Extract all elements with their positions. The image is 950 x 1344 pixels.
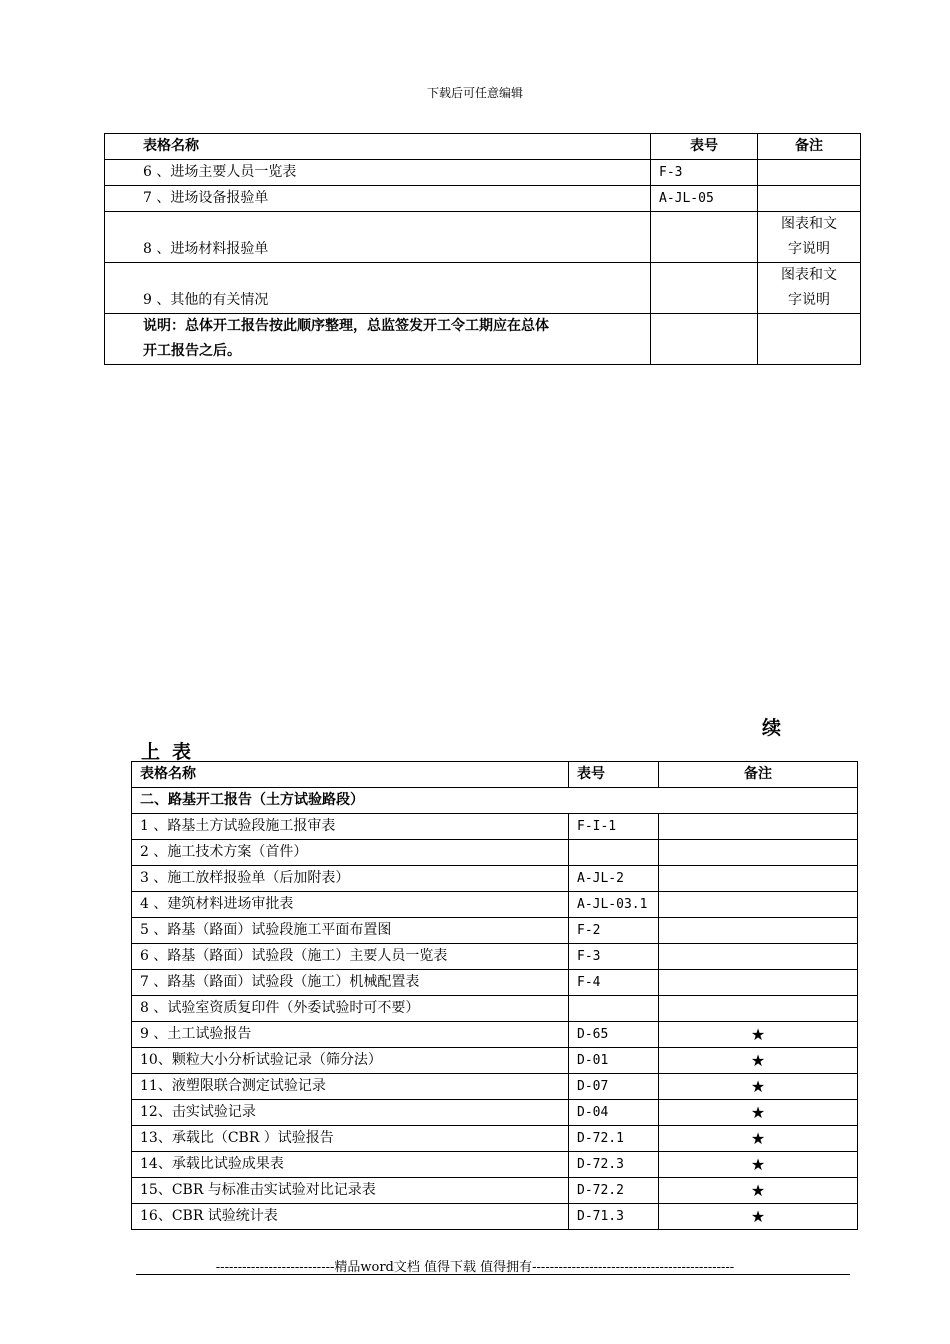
row-name: 4 、建筑材料进场审批表 bbox=[132, 892, 569, 918]
col-header-name: 表格名称 bbox=[132, 762, 569, 788]
row-name: 15、CBR 与标准击实试验对比记录表 bbox=[132, 1178, 569, 1204]
row-code: A-JL-03.1 bbox=[569, 892, 659, 918]
row-name: 1 、路基土方试验段施工报审表 bbox=[132, 814, 569, 840]
star-icon: ★ bbox=[659, 1152, 858, 1178]
star-icon: ★ bbox=[659, 1100, 858, 1126]
row-note bbox=[758, 263, 861, 314]
row-name: 9 、其他的有关情况 bbox=[105, 263, 651, 314]
col-header-code: 表号 bbox=[651, 134, 758, 160]
row-code: D-04 bbox=[569, 1100, 659, 1126]
row-name: 16、CBR 试验统计表 bbox=[132, 1204, 569, 1230]
row-note-line1: 图表和文 bbox=[781, 267, 837, 283]
row-code: D-65 bbox=[569, 1022, 659, 1048]
row-code: F-3 bbox=[569, 944, 659, 970]
table-row bbox=[132, 970, 858, 996]
row-name: 7 、进场设备报验单 bbox=[105, 186, 651, 212]
table-row bbox=[132, 1048, 858, 1074]
row-note-line2: 字说明 bbox=[788, 241, 830, 257]
footer-divider bbox=[136, 1274, 850, 1275]
row-note bbox=[659, 918, 858, 944]
row-note bbox=[659, 814, 858, 840]
row-code: D-72.3 bbox=[569, 1152, 659, 1178]
star-icon: ★ bbox=[659, 1204, 858, 1230]
table-row bbox=[132, 1126, 858, 1152]
row-code: F-3 bbox=[651, 160, 758, 186]
continued-label-a: 续 bbox=[762, 717, 782, 739]
row-note bbox=[758, 160, 861, 186]
remark-note bbox=[758, 314, 861, 365]
row-code bbox=[651, 212, 758, 263]
table-row bbox=[132, 1178, 858, 1204]
row-name: 2 、施工技术方案（首件） bbox=[132, 840, 569, 866]
table-row bbox=[132, 1022, 858, 1048]
star-icon: ★ bbox=[659, 1074, 858, 1100]
row-note bbox=[659, 996, 858, 1022]
table-row bbox=[132, 1152, 858, 1178]
star-icon: ★ bbox=[659, 1178, 858, 1204]
row-name: 14、承载比试验成果表 bbox=[132, 1152, 569, 1178]
row-code: F-4 bbox=[569, 970, 659, 996]
remark-line2: 开工报告之后。 bbox=[143, 343, 241, 359]
remark-code bbox=[651, 314, 758, 365]
table-row bbox=[105, 186, 861, 212]
continued-label-b: 上表 bbox=[141, 741, 204, 763]
row-name: 7 、路基（路面）试验段（施工）机械配置表 bbox=[132, 970, 569, 996]
table-top bbox=[104, 133, 861, 365]
row-note bbox=[758, 212, 861, 263]
table-row bbox=[132, 1204, 858, 1230]
footer-note: ---------------------------精品word文档 值得下载 值得拥有---------------------------------------------- bbox=[215, 1260, 735, 1275]
table-remark-row bbox=[105, 314, 861, 365]
row-note bbox=[758, 186, 861, 212]
table-bottom bbox=[131, 761, 858, 1230]
row-note bbox=[659, 944, 858, 970]
row-note bbox=[659, 840, 858, 866]
row-code: D-71.3 bbox=[569, 1204, 659, 1230]
row-code bbox=[569, 996, 659, 1022]
table-row bbox=[132, 814, 858, 840]
row-name: 12、击实试验记录 bbox=[132, 1100, 569, 1126]
row-name: 5 、路基（路面）试验段施工平面布置图 bbox=[132, 918, 569, 944]
row-note bbox=[659, 970, 858, 996]
remark-line1: 说明：总体开工报告按此顺序整理，总监签发开工令工期应在总体 bbox=[143, 318, 549, 334]
row-code: A-JL-2 bbox=[569, 866, 659, 892]
row-code: D-01 bbox=[569, 1048, 659, 1074]
table-row bbox=[105, 263, 861, 314]
table-row bbox=[132, 840, 858, 866]
table-row bbox=[132, 892, 858, 918]
row-code bbox=[569, 840, 659, 866]
row-code: F-2 bbox=[569, 918, 659, 944]
row-name: 10、颗粒大小分析试验记录（筛分法） bbox=[132, 1048, 569, 1074]
row-note-line1: 图表和文 bbox=[781, 216, 837, 232]
row-code: D-72.1 bbox=[569, 1126, 659, 1152]
row-code: D-07 bbox=[569, 1074, 659, 1100]
row-name: 11、液塑限联合测定试验记录 bbox=[132, 1074, 569, 1100]
section-title: 二、路基开工报告（土方试验路段） bbox=[132, 788, 858, 814]
row-name: 9 、土工试验报告 bbox=[132, 1022, 569, 1048]
table-row bbox=[105, 212, 861, 263]
row-note bbox=[659, 866, 858, 892]
table-row bbox=[132, 866, 858, 892]
row-name: 8 、进场材料报验单 bbox=[105, 212, 651, 263]
col-header-note: 备注 bbox=[758, 134, 861, 160]
row-name: 6 、路基（路面）试验段（施工）主要人员一览表 bbox=[132, 944, 569, 970]
col-header-name: 表格名称 bbox=[105, 134, 651, 160]
row-code: A-JL-05 bbox=[651, 186, 758, 212]
table-row bbox=[132, 918, 858, 944]
row-note-line2: 字说明 bbox=[788, 292, 830, 308]
row-name: 6 、进场主要人员一览表 bbox=[105, 160, 651, 186]
star-icon: ★ bbox=[659, 1126, 858, 1152]
col-header-note: 备注 bbox=[659, 762, 858, 788]
row-name: 8 、试验室资质复印件（外委试验时可不要） bbox=[132, 996, 569, 1022]
table-row bbox=[105, 160, 861, 186]
remark bbox=[105, 314, 651, 365]
star-icon: ★ bbox=[659, 1048, 858, 1074]
row-name: 13、承载比（CBR ）试验报告 bbox=[132, 1126, 569, 1152]
star-icon: ★ bbox=[659, 1022, 858, 1048]
col-header-code: 表号 bbox=[569, 762, 659, 788]
row-name: 3 、施工放样报验单（后加附表） bbox=[132, 866, 569, 892]
row-code bbox=[651, 263, 758, 314]
row-code: F-I-1 bbox=[569, 814, 659, 840]
table-row bbox=[132, 1074, 858, 1100]
header-note: 下载后可任意编辑 bbox=[426, 86, 523, 100]
row-code: D-72.2 bbox=[569, 1178, 659, 1204]
row-note bbox=[659, 892, 858, 918]
table-row bbox=[132, 996, 858, 1022]
table-row bbox=[132, 1100, 858, 1126]
table-row bbox=[132, 944, 858, 970]
